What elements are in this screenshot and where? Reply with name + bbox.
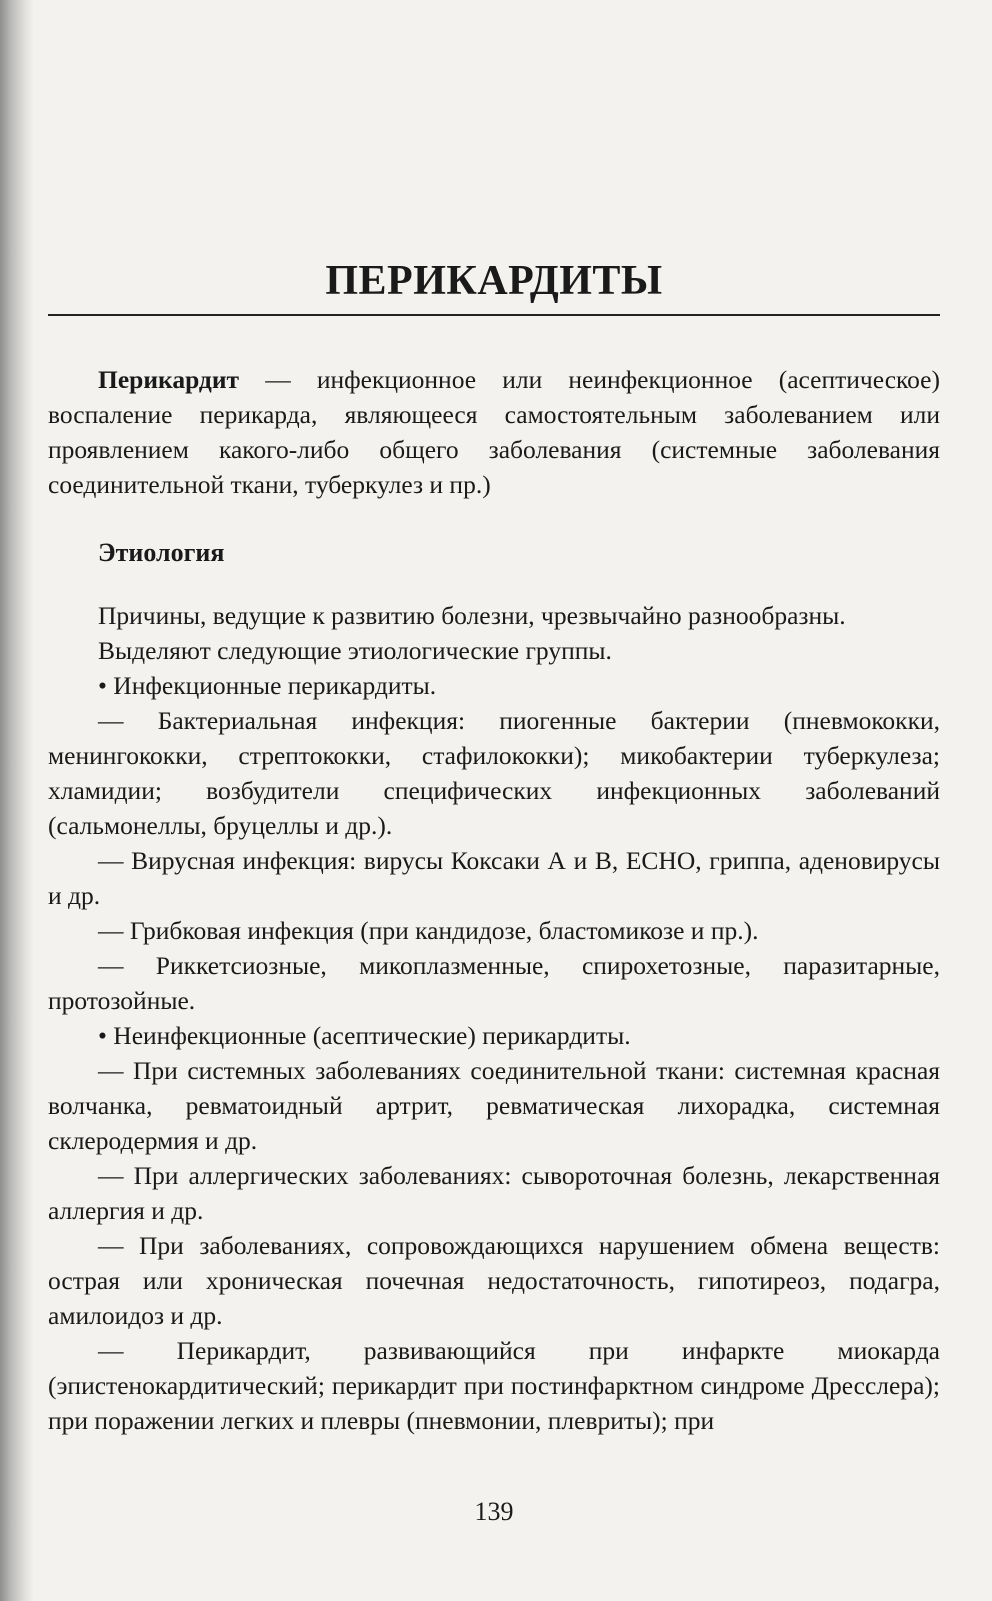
definition-term: Перикардит [98,365,240,394]
list-item: • Неинфекционные (асептические) перикардиты. [98,1021,631,1050]
list-item: — Вирусная инфекция: вирусы Коксаки А и В, ECHO, гриппа, аденовирусы и др. [48,846,940,910]
list-item: — При заболеваниях, сопровождающихся нарушением обмена веществ: острая или хроническая почечная недостаточность, гипотиреоз, подагра, амилоидоз и др. [48,1231,940,1330]
title-underline [48,314,940,316]
list-item: — Перикардит, развивающийся при инфаркте миокарда (эпистенокардитический; перикардит при постинфарктном синдроме Дресслера); при поражении легких и плевры (пневмонии, плевриты); при [48,1336,940,1435]
paragraph: Причины, ведущие к развитию болезни, чрезвычайно разнообразны. [98,601,846,630]
book-page [48,0,940,1601]
page-binding-shadow [0,0,34,1601]
chapter-title: ПЕРИКАРДИТЫ [325,258,663,304]
list-item: — Бактериальная инфекция: пиогенные бактерии (пневмококки, менингококки, стрептококки, стафилококки); микобактерии туберкулеза; хламидии; возбудители специфических инфекционных заболеваний (сальмонеллы, бруцеллы и др.). [48,706,940,840]
list-item: • Инфекционные перикардиты. [98,671,437,700]
definition-text: — инфекционное или неинфекционное (асептическое) воспаление перикарда, являющееся самостоятельным заболеванием или проявлением какого-либо общего заболевания (системные заболевания соединительной ткани, туберкулез и пр.) [48,365,940,499]
spacer [48,502,940,535]
list-item: — Грибковая инфекция (при кандидозе, бластомикозе и пр.). [98,916,759,945]
list-item: — При системных заболеваниях соединительной ткани: системная красная волчанка, ревматоидный артрит, ревматическая лихорадка, системная склеродермия и др. [48,1056,940,1155]
page-number: 139 [474,1497,514,1526]
list-item: — При аллергических заболеваниях: сывороточная болезнь, лекарственная аллергия и др. [48,1161,940,1225]
list-item: — Риккетсиозные, микоплазменные, спирохетозные, паразитарные, протозойные. [48,951,940,1015]
definition-paragraph [48,362,940,502]
spacer [48,570,940,598]
page-body [48,362,940,1438]
section-heading: Этиология [98,538,225,567]
paragraph: Выделяют следующие этиологические группы. [98,636,612,665]
